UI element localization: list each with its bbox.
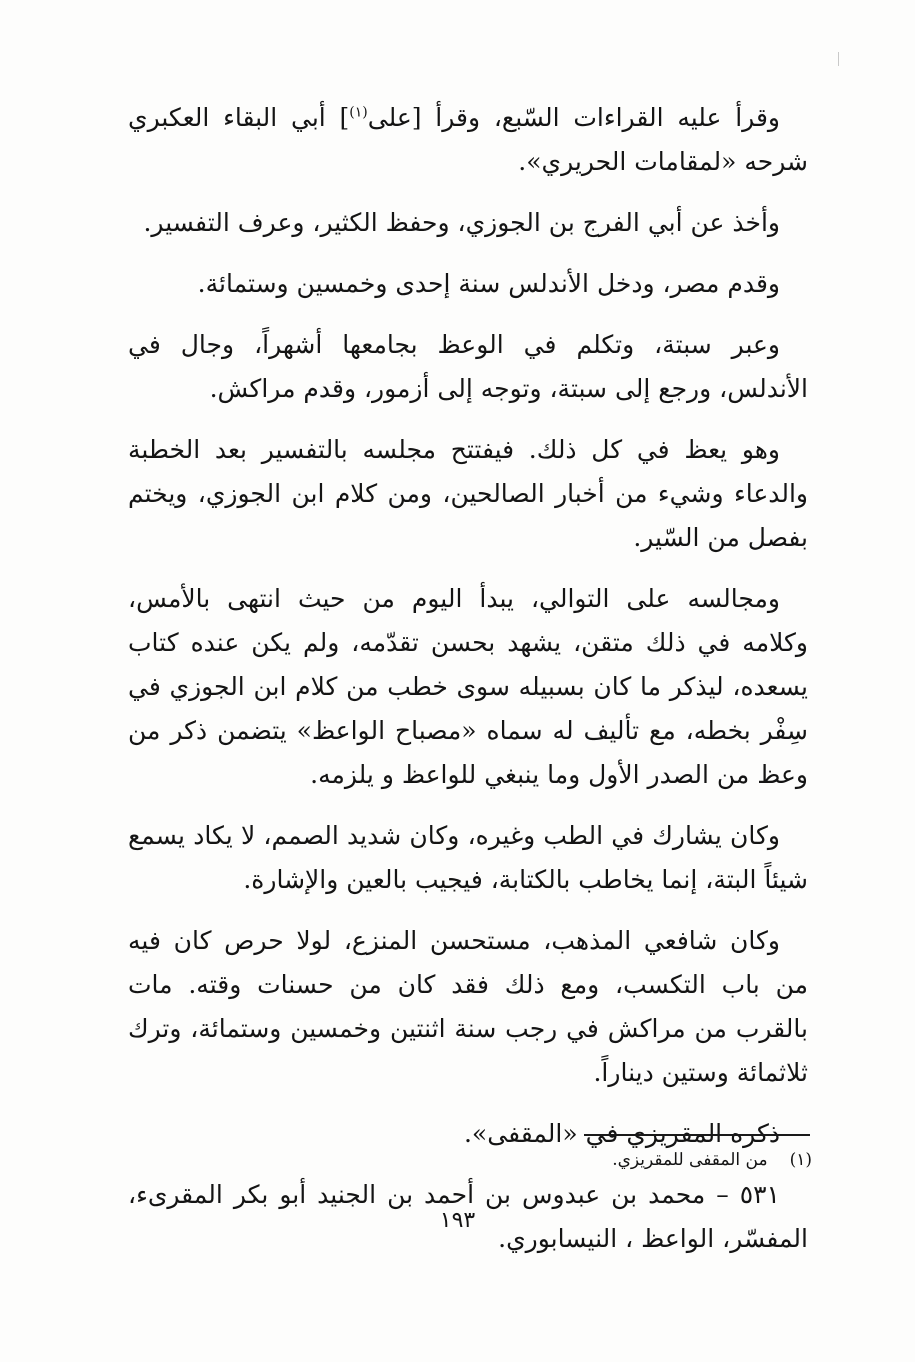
paragraph-4: وعبر سبتة، وتكلم في الوعظ بجامعها أشهراً، وجال في الأندلس، ورجع إلى سبتة، وتوجه إلى أزمور، وقدم مراكش. bbox=[128, 330, 808, 403]
paragraph-8: وكان شافعي المذهب، مستحسن المنزع، لولا حرص كان فيه من باب التكسب، ومع ذلك فقد كان من حسنات وقته. مات بالقرب من مراكش في رجب سنة اثنتين وخمسين وستمائة، وترك ثلاثمائة وستين ديناراً. bbox=[128, 926, 808, 1087]
paragraph-10: ٥٣١ – محمد بن عبدوس بن أحمد بن الجنيد أبو بكر المقرىء، المفسّر، الواعظ ، النيسابوري. bbox=[128, 1180, 808, 1253]
footnote bbox=[300, 1146, 812, 1174]
paragraph-6: ومجالسه على التوالي، يبدأ اليوم من حيث انتهى بالأمس، وكلامه في ذلك متقن، يشهد بحسن تقدّمه، ولم يكن عنده كتاب يسعده، ليذكر ما كان بسبيله سوى خطب من كلام ابن الجوزي في سِفْر بخطه، مع تأليف له سماه «مصباح الواعظ» يتضمن ذكر من وعظ من الصدر الأول وما ينبغي للواعظ و يلزمه. bbox=[128, 584, 808, 789]
footnote-text: من المقفى للمقريزي. bbox=[612, 1150, 768, 1170]
page-number: ١٩٣ bbox=[439, 1208, 476, 1233]
paragraph-7: وكان يشارك في الطب وغيره، وكان شديد الصمم، لا يكاد يسمع شيئاً البتة، إنما يخاطب بالكتابة، فيجيب بالعين والإشارة. bbox=[128, 821, 808, 894]
footnote-divider bbox=[584, 1134, 810, 1136]
paragraph-2: وأخذ عن أبي الفرج بن الجوزي، وحفظ الكثير، وعرف التفسير. bbox=[143, 208, 780, 237]
paragraph-1 bbox=[128, 96, 808, 184]
paragraph-3: وقدم مصر، ودخل الأندلس سنة إحدى وخمسين وستمائة. bbox=[197, 269, 780, 298]
body-text bbox=[128, 96, 808, 1278]
paragraph-1-end: ] أبي البقاء العكبري شرحه «لمقامات الحريري». bbox=[128, 103, 808, 176]
footnote-number: (١) bbox=[789, 1150, 812, 1170]
paragraph-9: ذكره المقريزي في «المقفى». bbox=[463, 1119, 780, 1148]
footnote-reference: (١) bbox=[349, 104, 368, 121]
paragraph-1-start: وقرأ عليه القراءات السّبع، وقرأ [على bbox=[367, 103, 780, 132]
scan-mark bbox=[838, 52, 839, 66]
paragraph-5: وهو يعظ في كل ذلك. فيفتتح مجلسه بالتفسير بعد الخطبة والدعاء وشيء من أخبار الصالحين، ومن كلام ابن الجوزي، ويختم بفصل من السّير. bbox=[128, 435, 808, 552]
